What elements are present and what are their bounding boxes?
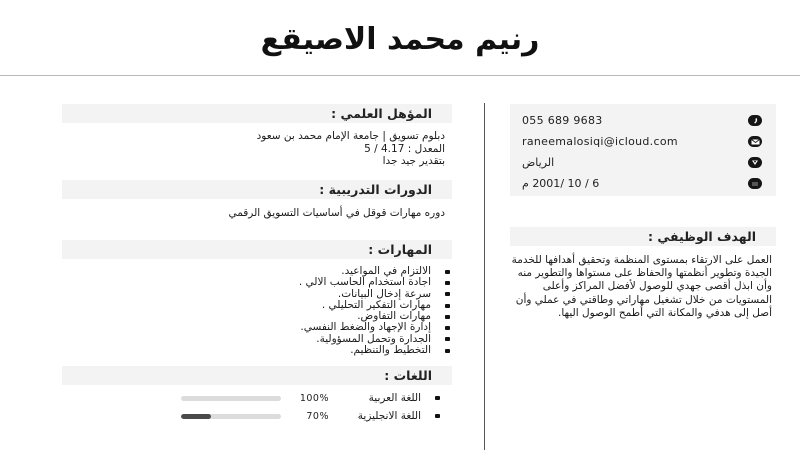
education-title: المؤهل العلمي : <box>331 106 432 121</box>
skill-item: الالتزام في المواعيد. <box>230 266 450 277</box>
language-arabic <box>150 391 440 405</box>
language-name: اللغة العربية <box>368 392 421 404</box>
phone-icon <box>748 115 762 126</box>
language-percent: 100% <box>299 392 329 404</box>
course-item: دوره مهارات قوقل في أساسيات التسويق الرقمي <box>228 207 445 219</box>
email-address: raneemalosiqi@icloud.com <box>522 135 678 148</box>
skill-item: الجدارة وتحمل المسؤولية. <box>230 334 450 345</box>
skill-item: اجادة استخدام الحاسب الالي . <box>230 277 450 288</box>
bullet-icon <box>445 281 450 285</box>
education-gpa: المعدل : 4.17 / 5 <box>364 142 445 155</box>
resume-header <box>0 0 800 76</box>
language-percent: 70% <box>306 410 329 422</box>
courses-title: الدورات التدريبية : <box>319 182 432 197</box>
location-pin-icon <box>748 157 762 168</box>
birthdate: 6 / 10 /2001 م <box>522 177 600 190</box>
skills-heading <box>62 240 452 259</box>
language-progress-fill <box>181 414 211 419</box>
language-name: اللغة الانجليزية <box>357 410 421 422</box>
bullet-icon <box>435 396 440 400</box>
courses-heading <box>62 180 452 199</box>
courses-list <box>100 207 445 220</box>
contact-email <box>510 131 762 152</box>
candidate-name: رنيم محمد الاصيقع <box>260 22 540 57</box>
calendar-icon <box>748 178 762 189</box>
objective-heading <box>510 227 776 246</box>
skill-item: سرعة إدخال البيانات. <box>230 289 450 300</box>
envelope-icon <box>748 136 762 147</box>
education-heading <box>62 104 452 123</box>
contact-phone <box>510 110 762 131</box>
language-progress-bar <box>181 414 281 419</box>
bullet-icon <box>445 292 450 296</box>
bullet-icon <box>445 349 450 353</box>
contact-info-box <box>510 104 776 196</box>
skill-item: مهارات التفكير التحليلي . <box>230 300 450 311</box>
languages-title: اللغات : <box>384 368 432 383</box>
contact-birthdate <box>510 173 762 194</box>
bullet-icon <box>445 270 450 274</box>
skills-title: المهارات : <box>368 242 432 257</box>
bullet-icon <box>435 414 440 418</box>
phone-number: 055 689 9683 <box>522 114 603 127</box>
contact-city <box>510 152 762 173</box>
objective-text: العمل على الارتقاء بمستوى المنظمة وتحقيق أهدافها للخدمة الجيدة وتطوير أنظمتها والحفاظ على مستواها والتطوير منه وأن ابذل أقصى جهدي للوصول لأفضل المراكز وأعلى المستويات من خلال تشغيل مهاراتي وطاقتي في عملي وأن أصل إلى هدفي والمكانة التي أطمح الوصول اليها. <box>511 254 772 319</box>
education-degree: دبلوم تسويق | جامعة الإمام محمد بن سعود <box>256 130 445 142</box>
language-progress-bar <box>181 396 281 401</box>
column-divider <box>484 103 485 450</box>
education-grade: بتقدير جيد جدا <box>382 155 445 167</box>
bullet-icon <box>445 315 450 319</box>
skill-item: إدارة الإجهاد والضغط النفسي. <box>230 322 450 333</box>
city: الرياض <box>522 156 555 169</box>
language-english <box>150 409 440 423</box>
bullet-icon <box>445 337 450 341</box>
skills-list <box>230 266 450 356</box>
bullet-icon <box>445 304 450 308</box>
education-details <box>140 130 445 168</box>
skill-item: التخطيط والتنظيم. <box>230 345 450 356</box>
objective-title: الهدف الوظيفي : <box>647 229 756 244</box>
languages-heading <box>62 366 452 385</box>
skill-item: مهارات التفاوض. <box>230 311 450 322</box>
bullet-icon <box>445 326 450 330</box>
